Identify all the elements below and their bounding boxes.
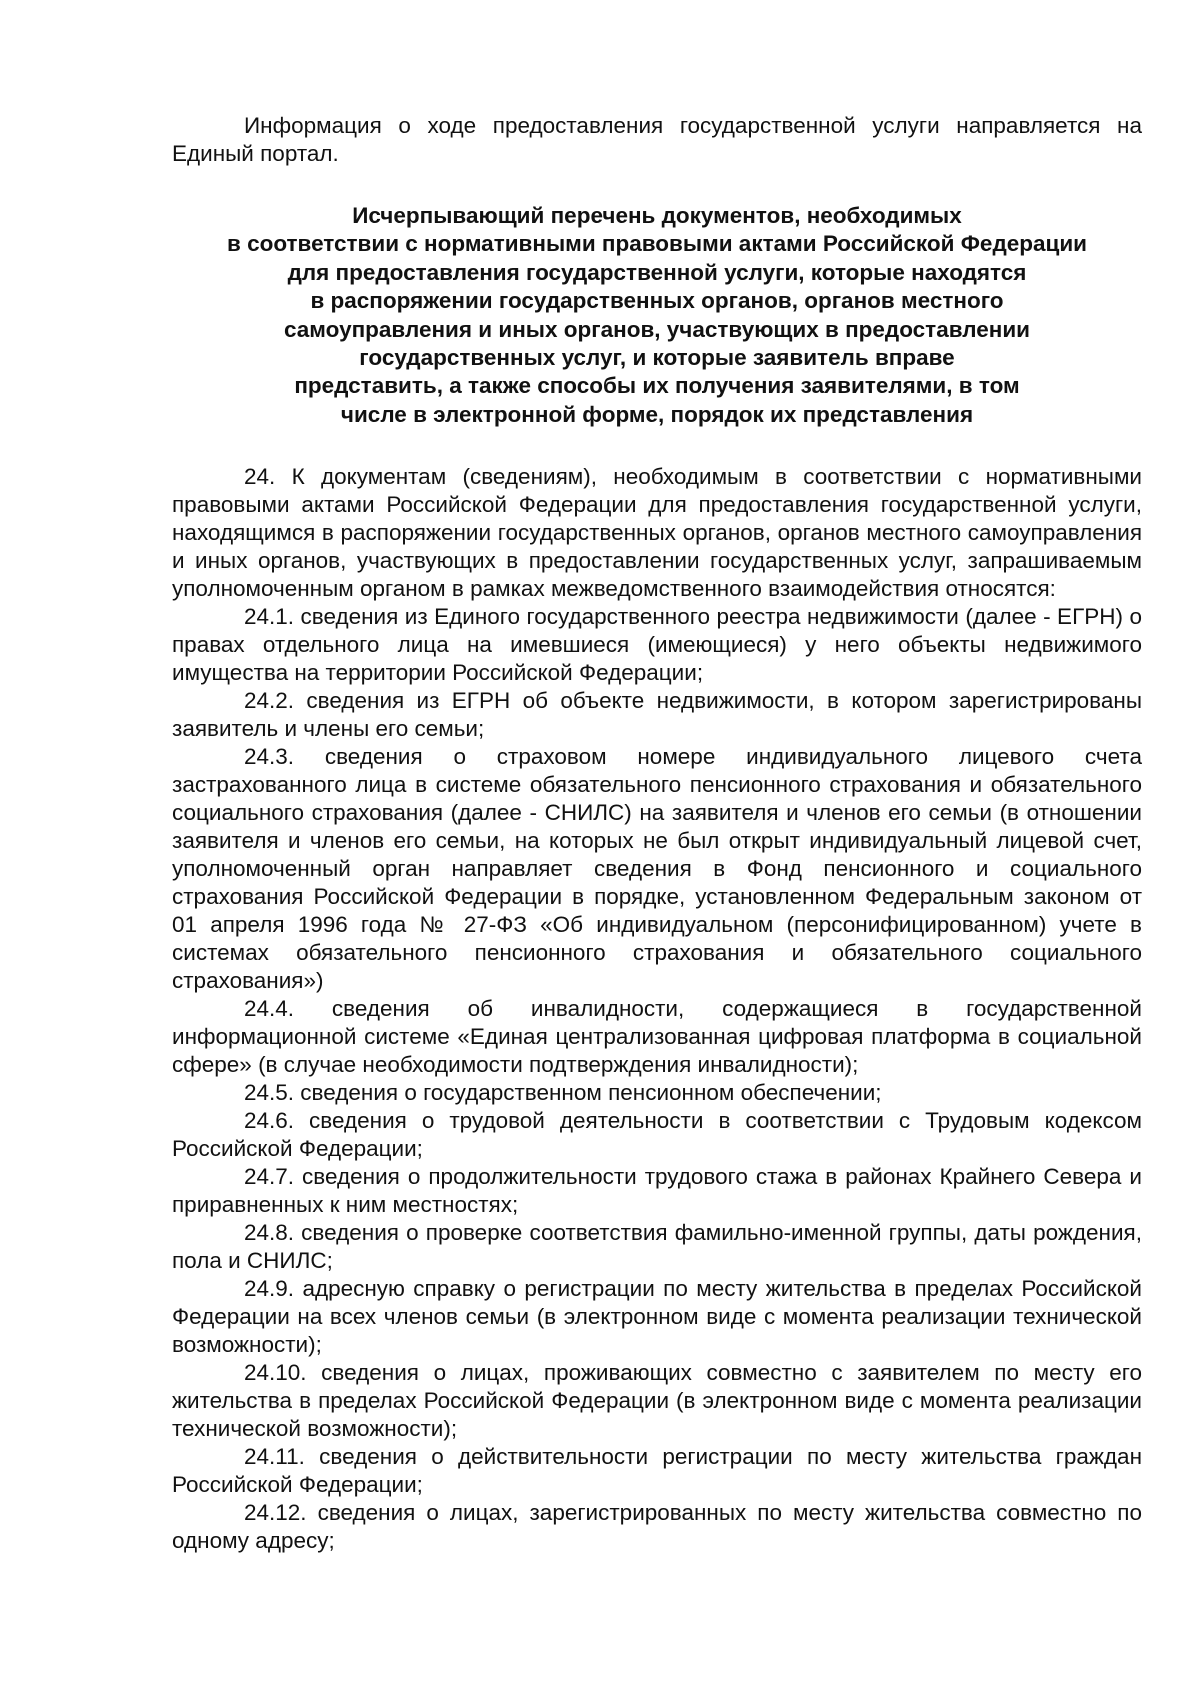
heading-line: числе в электронной форме, порядок их представления — [340, 401, 974, 427]
paragraph-24: 24. К документам (сведениям), необходимым в соответствии с нормативными правовыми актами Российской Федерации для предоставления государственной услуги, находящимся в распоряжении государственных органов, органов местного самоуправления и иных органов, участвующих в предоставлении государственных услуг, запрашиваемым уполномоченным органом в рамках межведомственного взаимодействия относятся: — [172, 464, 1142, 602]
heading-line: государственных услуг, и которые заявитель вправе — [359, 345, 955, 371]
intro-paragraph: Информация о ходе предоставления государственной услуги направляется на Единый портал. — [172, 113, 1142, 166]
list-item-24-7: 24.7. сведения о продолжительности трудового стажа в районах Крайнего Севера и приравненных к ним местностях; — [172, 1164, 1142, 1218]
list-item-24-4: 24.4. сведения об инвалидности, содержащиеся в государственной информационной системе «Единая централизованная цифровая платформа в социальной сфере» (в случае необходимости подтверждения инвалидности); — [172, 996, 1142, 1078]
list-item-24-11: 24.11. сведения о действительности регистрации по месту жительства граждан Российской Федерации; — [172, 1444, 1142, 1498]
heading-line: Исчерпывающий перечень документов, необходимых — [352, 203, 962, 228]
section-heading — [190, 202, 1124, 429]
list-item-24-9: 24.9. адресную справку о регистрации по месту жительства в пределах Российской Федерации на всех членов семьи (в электронном виде с момента реализации технической возможности); — [172, 1276, 1142, 1358]
list-item-24-8: 24.8. сведения о проверке соответствия фамильно-именной группы, даты рождения, пола и СНИЛС; — [172, 1220, 1142, 1274]
list-item-24-10: 24.10. сведения о лицах, проживающих совместно с заявителем по месту его жительства в пределах Российской Федерации (в электронном виде с момента реализации технической возможности); — [172, 1360, 1142, 1442]
heading-line: в соответствии с нормативными правовыми актами Российской Федерации — [226, 231, 1087, 257]
list-item-24-6: 24.6. сведения о трудовой деятельности в соответствии с Трудовым кодексом Российской Федерации; — [172, 1108, 1142, 1162]
heading-line: для предоставления государственной услуги, которые находятся — [287, 259, 1027, 285]
list-item-24-2: 24.2. сведения из ЕГРН об объекте недвижимости, в котором зарегистрированы заявитель и члены его семьи; — [172, 688, 1142, 742]
list-item-24-5: 24.5. сведения о государственном пенсионном обеспечении; — [244, 1080, 882, 1106]
list-item-24-1: 24.1. сведения из Единого государственного реестра недвижимости (далее - ЕГРН) о правах отдельного лица на имевшиеся (имеющиеся) у него объекты недвижимого имущества на территории Российской Федерации; — [172, 604, 1142, 686]
heading-line: в распоряжении государственных органов, органов местного — [310, 288, 1004, 314]
document-body — [172, 112, 1142, 1555]
list-item-24-12: 24.12. сведения о лицах, зарегистрированных по месту жительства совместно по одному адресу; — [172, 1500, 1142, 1554]
heading-line: самоуправления и иных органов, участвующих в предоставлении — [283, 316, 1031, 342]
list-item-24-3: 24.3. сведения о страховом номере индивидуального лицевого счета застрахованного лица в системе обязательного пенсионного страхования и обязательного социального страхования (далее - СНИЛС) на заявителя и членов его семьи (в отношении заявителя и членов его семьи, на которых не был открыт индивидуальный лицевой счет, уполномоченный орган направляет сведения в Фонд пенсионного и социального страхования Российской Федерации в порядке, установленном Федеральным законом от 01 апреля 1996 года № 27-ФЗ «Об индивидуальном (персонифицированном) учете в системах обязательного пенсионного страхования и обязательного социального страхования») — [172, 744, 1142, 994]
heading-line: представить, а также способы их получения заявителями, в том — [294, 373, 1020, 399]
